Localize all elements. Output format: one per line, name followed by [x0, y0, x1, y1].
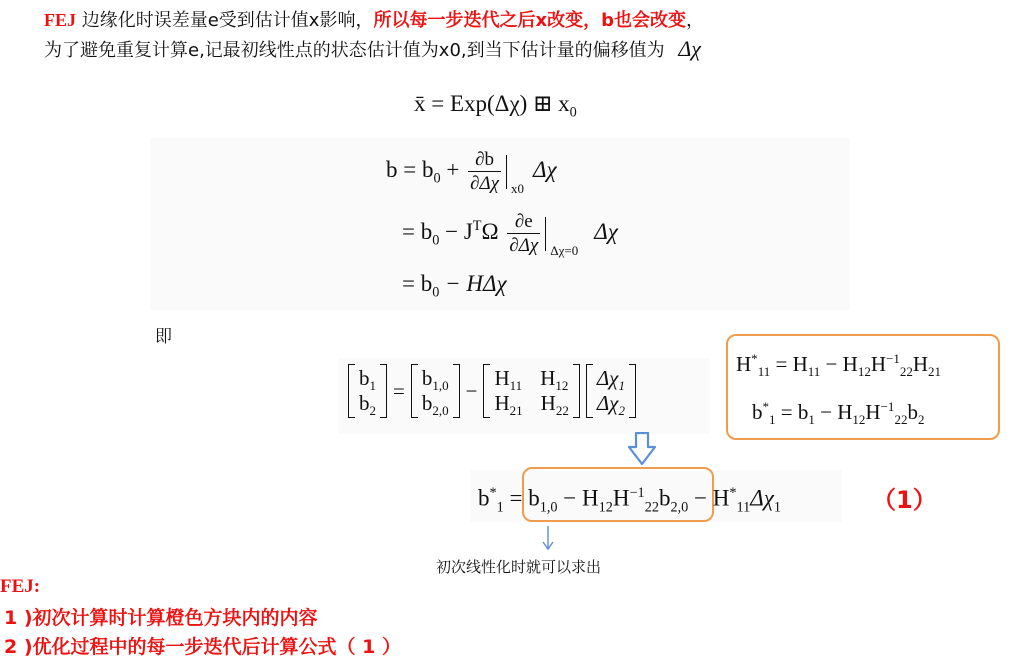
b-eq-line-1: $b = b_0$ + $\frac{\partial b}{\partial\Delta\chi}$ x0 Δχ: [386, 149, 557, 196]
header-comma: ，: [685, 10, 704, 31]
footer-item-1: 1 )初次计算时计算橙色方块内的内容: [4, 607, 318, 629]
annotation-text: 初次线性化时就可以求出: [436, 558, 602, 576]
boxplus-symbol: ⊞: [533, 91, 553, 116]
eval-bar-x0: x0: [506, 155, 507, 189]
fej-label: FEJ: [44, 10, 77, 30]
matrix-dchi: $\Delta\chi_1$ $\Delta\chi_2$: [586, 364, 636, 418]
ji-label: 即: [155, 327, 172, 346]
b1-star-equation: $b^*_1 = b_1 - H_{12}H^{-1}_{22}b_2$: [752, 399, 925, 428]
header-red-text: 所以每一步迭代之后x改变，b也会改变: [373, 10, 686, 31]
b-eq-line-2: = $b_0 - J^T\Omega$ $\frac{\partial e}{\partial\Delta\chi}$ Δχ=0 Δχ: [402, 211, 618, 258]
fraction-db-ddchi: $\frac{\partial b}{\partial\Delta\chi}$: [470, 149, 499, 194]
fraction-de-ddchi: $\frac{\partial e}{\partial\Delta\chi}$: [509, 211, 539, 256]
xbar-equation: x̄ = Exp(Δχ) ⊞ $x_0$: [414, 91, 577, 121]
hollow-down-arrow-icon: [628, 432, 656, 466]
matrix-b: $b_1$ $b_2$: [348, 364, 387, 418]
matrix-equation: $b_1$ $b_2$ = $b_{1,0}$ $b_{2,0}$ − $H_{11}$ $H_{12}$ $H_{21}$ $H_{22}$ $\Delta\chi_1$ $\Delta\chi_2$: [348, 364, 636, 418]
matrix-h: $H_{11}$ $H_{12}$ $H_{21}$ $H_{22}$: [483, 364, 579, 418]
footer-title: FEJ:: [0, 576, 41, 597]
header-line-2: [44, 36, 701, 63]
b-eq-line-3: = $b_0 - H\Delta\chi$: [402, 271, 507, 301]
matrix-b0: $b_{1,0}$ $b_{2,0}$: [411, 364, 460, 418]
footer-item-2: 2 )优化过程中的每一步迭代后计算公式（ 1 ）: [4, 636, 401, 658]
header-line-1: [44, 8, 704, 33]
delta-chi-symbol: Δχ: [678, 36, 701, 61]
equation-number-label: （1）: [872, 486, 937, 514]
final-equation: $b^*_1 = b_{1,0} - H_{12}H^{-1}_{22}b_{2,0} - H^*_{11}\Delta\chi_1$: [478, 485, 781, 516]
header-text-a: 边缘化时误差量e受到估计值x影响，: [76, 10, 374, 31]
header-text-b: 为了避免重复计算e,记最初线性点的状态估计值为x0,到当下估计量的偏移值为: [44, 40, 665, 61]
h11-star-equation: $H^*_{11} = H_{11} - H_{12}H^{-1}_{22}H_{21}$: [736, 351, 942, 380]
thin-down-arrow-icon: [540, 526, 556, 552]
eval-bar-dchi-zero: Δχ=0: [545, 217, 546, 251]
